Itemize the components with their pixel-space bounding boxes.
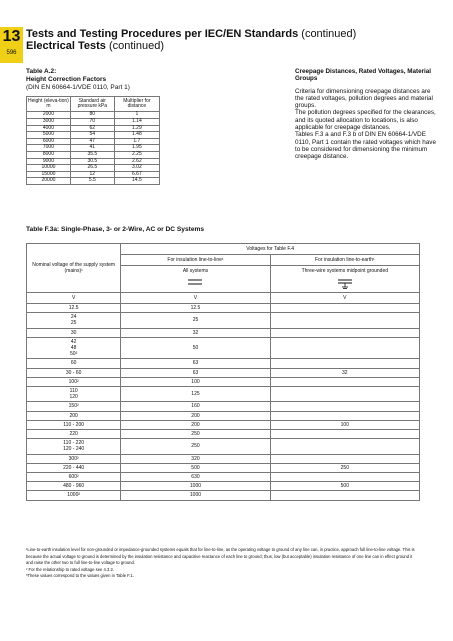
unit-line-to-earth: V (270, 293, 419, 304)
single-phase-symbol-icon (188, 278, 202, 286)
table-cell: 14.5 (114, 178, 159, 185)
table-cell: 110 - 200 (27, 420, 121, 429)
table-cell: 220 (27, 430, 121, 439)
table-row (27, 387, 420, 402)
table-cell: 1.95 (114, 145, 159, 152)
table-row (27, 402, 420, 411)
page-subtitle (26, 40, 164, 52)
table-cell: 250 (270, 463, 419, 472)
table-cell: 250 (121, 430, 270, 439)
col-header-height: Height (eleva-tion) m (27, 97, 71, 112)
chapter-number: 13 (2, 28, 21, 45)
table-cell: 12.5 (27, 304, 121, 313)
table-cell: 7000 (27, 145, 71, 152)
table-cell: 41 (70, 145, 114, 152)
table-a2-heading (26, 68, 130, 92)
table-cell: 30 - 60 (27, 368, 121, 377)
table-row (27, 304, 420, 313)
col-header-multiplier: Multiplier for distance (114, 97, 159, 112)
table-cell (270, 359, 419, 368)
table-cell: 6000 (27, 138, 71, 145)
table-cell: 15000 (27, 171, 71, 178)
table-cell: 62 (70, 125, 114, 132)
table-cell: 6.67 (114, 171, 159, 178)
table-row (27, 313, 420, 328)
table-cell (270, 473, 419, 482)
table-cell: 2.25 (114, 151, 159, 158)
table-cell: 220 - 440 (27, 463, 121, 472)
table-cell: 80 (70, 112, 114, 119)
table-cell: 100 (121, 377, 270, 386)
table-cell (270, 377, 419, 386)
table-cell (270, 402, 419, 411)
table-row (27, 439, 420, 454)
table-cell (270, 430, 419, 439)
table-cell: 32 (121, 328, 270, 337)
footnote-1: ¹Line-to-earth insulation level for non-grounded or impedance-grounded systems equals that for line-to-line, as the operating voltage to ground of any line can, in practice, approach full line-to-line voltage. This is because the actual voltage to ground is determined by the insulation resistance and capacitive reactance of each line to ground; thus, low (but acceptable) insulation resistance of one line can in effect ground it and raise the other two to full line-to-line voltage to ground. (26, 547, 415, 565)
table-cell: 63 (121, 368, 270, 377)
table-cell: 200 (121, 411, 270, 420)
subtitle-continued: (continued) (105, 40, 164, 52)
title-main: Tests and Testing Procedures per IEC/EN Standards (26, 28, 299, 40)
table-row (27, 328, 420, 337)
table-cell: 54 (70, 132, 114, 139)
table-cell: 125 (121, 387, 270, 402)
table-cell: 30 (27, 328, 121, 337)
table-row (27, 377, 420, 386)
table-cell: 5.5 (70, 178, 114, 185)
title-continued: (continued) (298, 28, 357, 40)
table-cell: 1 (114, 112, 159, 119)
table-cell: 30.5 (70, 158, 114, 165)
table-cell: 25 (121, 313, 270, 328)
table-a2-label: Table A.2: (26, 68, 57, 75)
table-cell: 20000 (27, 178, 71, 185)
table-a2-title: Height Correction Factors (26, 76, 107, 83)
table-cell: 1000² (27, 491, 121, 500)
table-cell: 160 (121, 402, 270, 411)
table-cell: 500 (121, 463, 270, 472)
table-cell: 26.5 (70, 165, 114, 172)
three-wire-label: Three-wire systems midpoint grounded (301, 268, 389, 274)
header-line-to-earth: For insulation line-to-earth¹ (270, 255, 419, 266)
table-cell: 35.5 (70, 151, 114, 158)
table-cell (270, 454, 419, 463)
creepage-paragraph-2: The pollution degrees specified for the clearances, and its quoted allocation to locations, is also applicable for creepage distances. (295, 109, 436, 132)
table-cell: 8000 (27, 151, 71, 158)
table-cell: 100² (27, 377, 121, 386)
table-a2-subtitle: (DIN EN 60664-1/VDE 0110, Part 1) (26, 84, 130, 91)
creepage-paragraph-1: Criteria for dimensioning creepage distances are the rated voltages, pollution degrees and material groups. (295, 87, 433, 110)
table-cell: 3.02 (114, 165, 159, 172)
table-row (27, 473, 420, 482)
table-cell: 300² (27, 454, 121, 463)
creepage-title: Creepage Distances, Rated Voltages, Material Groups (295, 68, 432, 83)
footnotes (26, 547, 420, 580)
table-row (27, 411, 420, 420)
table-cell (270, 328, 419, 337)
table-row (27, 368, 420, 377)
all-systems-label: All systems (182, 268, 209, 274)
table-cell: 1.48 (114, 132, 159, 139)
table-cell: 320 (121, 454, 270, 463)
table-cell: 2.62 (114, 158, 159, 165)
table-row (27, 178, 160, 185)
table-cell: 5000 (27, 132, 71, 139)
midpoint-grounded-symbol-icon (338, 278, 352, 290)
table-row (27, 420, 420, 429)
table-cell: 70 (70, 119, 114, 126)
table-row (27, 454, 420, 463)
table-cell (270, 411, 419, 420)
table-row (27, 337, 420, 359)
header-line-to-line: For insulation line-to-line¹ (121, 255, 270, 266)
header-nominal-voltage: Nominal voltage of the supply system (mains)¹ (27, 244, 121, 293)
page-title (26, 28, 356, 40)
table-row (27, 491, 420, 500)
table-cell: 3000 (27, 119, 71, 126)
table-cell: 4000 (27, 125, 71, 132)
table-row (27, 430, 420, 439)
table-cell: 32 (270, 368, 419, 377)
creepage-paragraph-3: Tables F.3 a and F.3 b of DIN EN 60664-1/VDE 0110, Part 1 contain the rated voltages which have to be considered for dimensioning the minimum creepage distance. (295, 131, 436, 161)
table-cell: 12.5 (121, 304, 270, 313)
table-cell: 42 48 50² (27, 337, 121, 359)
table-cell: 200 (27, 411, 121, 420)
rated-voltage-table (26, 243, 420, 501)
subtitle-main: Electrical Tests (26, 40, 106, 52)
table-cell: 1000 (121, 491, 270, 500)
unit-nominal: V (27, 293, 121, 304)
table-cell (270, 313, 419, 328)
col-header-pressure: Standard air pressure kPa (70, 97, 114, 112)
table-cell: 60 (27, 359, 121, 368)
footnote-2: ² For the relationship to rated voltage see 4.3.2. (26, 566, 114, 572)
creepage-text-block (295, 68, 437, 161)
header-all-systems (121, 266, 270, 293)
table-cell (270, 387, 419, 402)
table-cell: 63 (121, 359, 270, 368)
table-cell: 2000 (27, 112, 71, 119)
height-correction-table (26, 96, 160, 185)
header-voltages: Voltages for Table F.4 (121, 244, 420, 255)
header-three-wire (270, 266, 419, 293)
table-row (27, 359, 420, 368)
table-cell (270, 337, 419, 359)
page-number: 596 (6, 50, 17, 56)
table-cell: 250 (121, 439, 270, 454)
footnote-3: ³These values correspond to the values given in Table F.1. (26, 573, 134, 578)
table-cell: 110 - 220 120 - 240 (27, 439, 121, 454)
table-cell: 480 - 960 (27, 482, 121, 491)
table-cell: 1.7 (114, 138, 159, 145)
table-cell: 24 25 (27, 313, 121, 328)
table-cell: 630 (121, 473, 270, 482)
table-cell: 110 120 (27, 387, 121, 402)
table-cell: 47 (70, 138, 114, 145)
unit-line-to-line: V (121, 293, 270, 304)
table-cell: 500 (270, 482, 419, 491)
table-cell: 12 (70, 171, 114, 178)
table-f3a-title: Table F.3a: Single-Phase, 3- or 2-Wire, AC or DC Systems (26, 226, 205, 233)
table-cell: 9000 (27, 158, 71, 165)
table-cell: 100 (270, 420, 419, 429)
table-cell (270, 439, 419, 454)
table-cell: 50 (121, 337, 270, 359)
table-cell: 1.14 (114, 119, 159, 126)
table-cell: 1.29 (114, 125, 159, 132)
table-row (27, 482, 420, 491)
table-cell (270, 491, 419, 500)
table-row (27, 463, 420, 472)
table-cell: 10000 (27, 165, 71, 172)
table-cell: 150² (27, 402, 121, 411)
table-cell: 600² (27, 473, 121, 482)
table-cell: 200 (121, 420, 270, 429)
table-cell: 1000 (121, 482, 270, 491)
table-cell (270, 304, 419, 313)
